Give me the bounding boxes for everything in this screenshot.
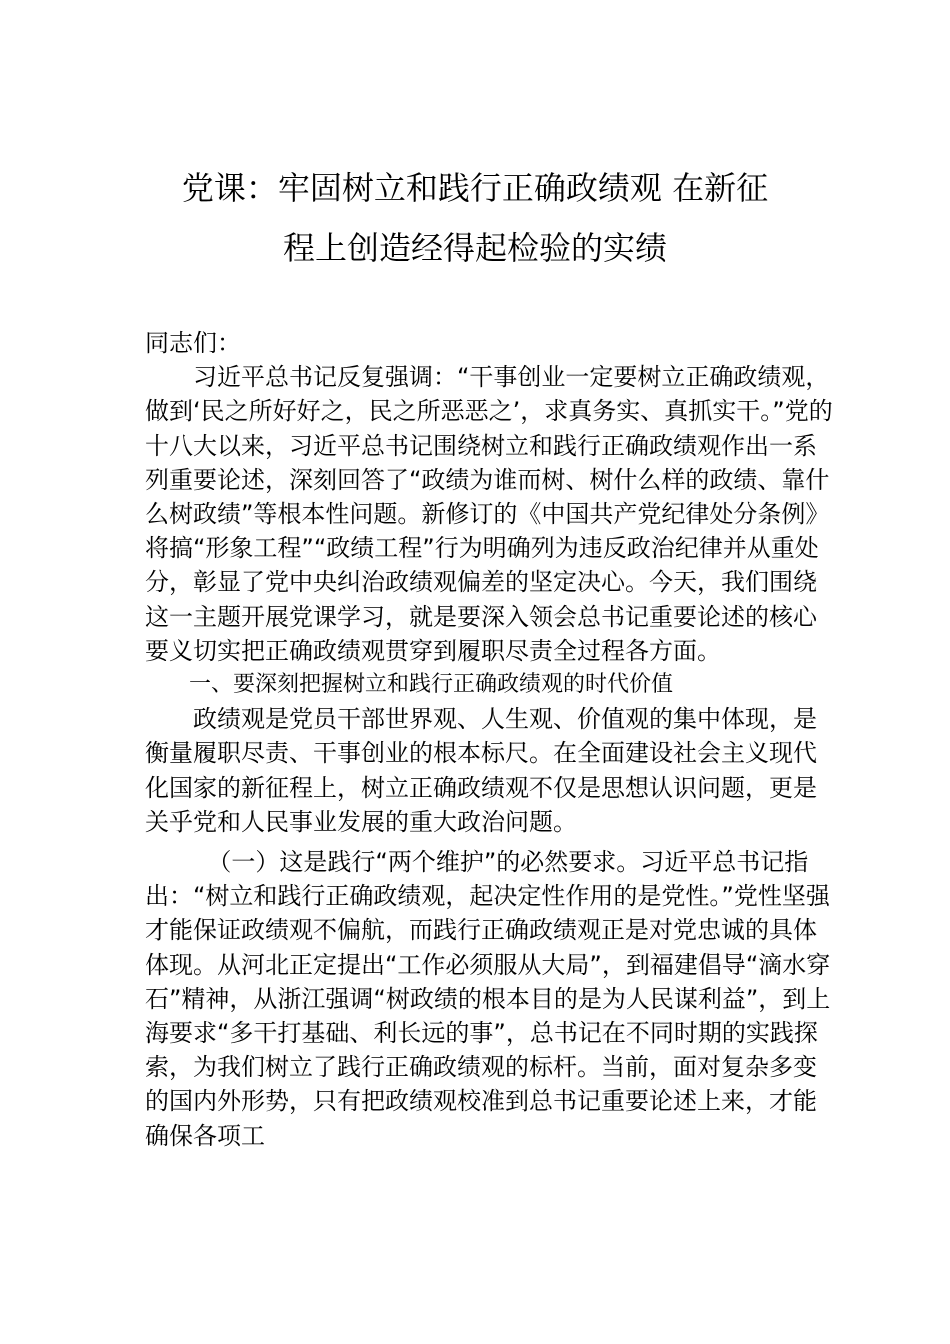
section-1-paragraph: 政绩观是党员干部世界观、人生观、价值观的集中体现，是衡量履职尽责、干事创业的根本标尺。在全面建设社会主义现代化国家的新征程上，树立正确政绩观不仅是思想认识问题，更是关乎党和人民事业发展的重大政治问题。 (145, 705, 817, 836)
title-line-1: 党课：牢固树立和践行正确政绩观 在新征 (181, 169, 769, 207)
intro-paragraph: 习近平总书记反复强调：“干事创业一定要树立正确政绩观，做到‘民之所好好之，民之所恶恶之’，求真务实、真抓实干。”党的十八大以来，习近平总书记围绕树立和践行正确政绩观作出一系列重要论述，深刻回答了“政绩为谁而树、树什么样的政绩、靠什么树政绩”等根本性问题。新修订的《中国共产党纪律处分条例》将搞“形象工程”“政绩工程”行为明确列为违反政治纪律并从重处分，彰显了党中央纠治政绩观偏差的坚定决心。今天，我们围绕这一主题开展党课学习，就是要深入领会总书记重要论述的核心要义切实把正确政绩观贯穿到履职尽责全过程各方面。 (145, 363, 833, 665)
salutation: 同志们： (145, 329, 241, 357)
document-title (130, 158, 820, 278)
title-line-2: 程上创造经得起检验的实绩 (282, 229, 667, 267)
section-heading-1: 一、要深刻把握树立和践行正确政绩观的时代价值 (189, 672, 674, 698)
document-body (145, 326, 835, 1153)
subsection-1-paragraph: （一）这是践行“两个维护”的必然要求。习近平总书记指出：“树立和践行正确政绩观，起决定性作用的是党性。”党性坚强才能保证政绩观不偏航，而践行正确政绩观正是对党忠诚的具体体现。从河北正定提出“工作必须服从大局”，到福建倡导“滴水穿石”精神，从浙江强调“树政绩的根本目的是为人民谋利益”，到上海要求“多干打基础、利长远的事”，总书记在不同时期的实践探索，为我们树立了践行正确政绩观的标杆。当前，面对复杂多变的国内外形势，只有把政绩观校准到总书记重要论述上来，才能确保各项工 (145, 848, 831, 1150)
